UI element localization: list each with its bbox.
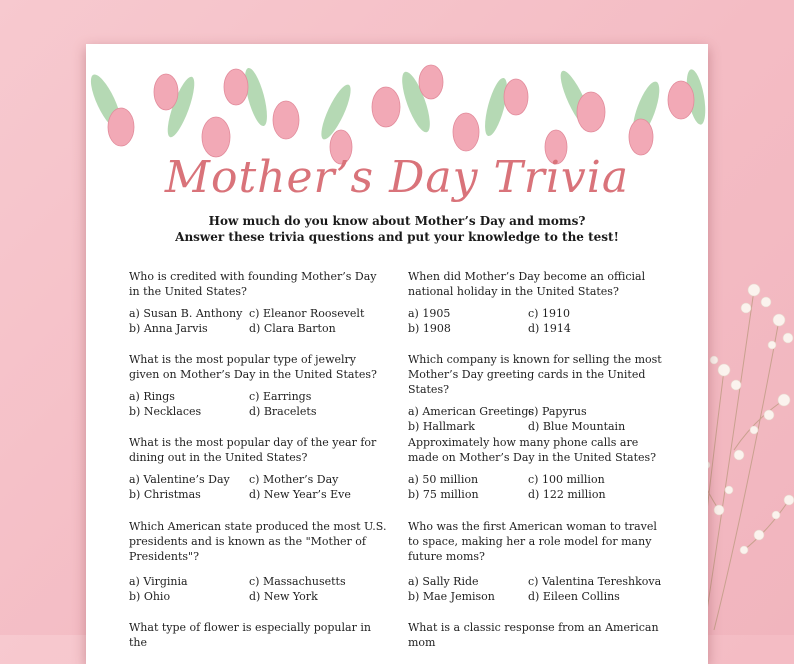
option-d: d) Clara Barton <box>249 322 336 335</box>
question-text: What is the most popular type of jewelry given on Mother’s Day in the United States? <box>129 353 377 381</box>
option-c: c) 100 million <box>528 473 605 486</box>
option-b: b) Anna Jarvis <box>129 322 208 335</box>
page-title: Mother’s Day Trivia <box>164 152 630 203</box>
option-a: a) 50 million <box>408 473 479 486</box>
option-a: a) Valentine’s Day <box>129 473 230 486</box>
option-b: b) Christmas <box>129 488 201 501</box>
question-7 <box>129 519 387 604</box>
question-text: What is the most popular day of the year for dining out in the United States? <box>129 436 377 464</box>
option-a: a) Rings <box>129 390 175 403</box>
question-text: Who was the first American woman to travel to space, making her a role model for many future moms? <box>408 520 657 563</box>
question-text: When did Mother’s Day become an official national holiday in the United States? <box>408 270 646 298</box>
question-text: Which American state produced the most U.S. presidents and is known as the "Mother of Presidents"? <box>129 520 387 563</box>
option-a: a) Susan B. Anthony <box>129 307 243 320</box>
question-5 <box>129 435 387 502</box>
question-3 <box>129 352 387 419</box>
subtitle-line-1: How much do you know about Mother’s Day and moms? <box>208 214 586 228</box>
question-1 <box>129 269 387 336</box>
option-b: b) 1908 <box>408 322 451 335</box>
option-c: c) Mother’s Day <box>249 473 339 486</box>
question-10 <box>408 620 666 657</box>
option-b: b) Mae Jemison <box>408 590 495 603</box>
option-a: a) American Greetings <box>408 405 535 418</box>
question-text: What type of flower is especially popular in the <box>129 621 371 649</box>
option-c: c) 1910 <box>528 307 570 320</box>
option-c: c) Papyrus <box>528 405 587 418</box>
option-d: d) New York <box>249 590 318 603</box>
option-d: d) Bracelets <box>249 405 317 418</box>
option-d: d) New Year’s Eve <box>249 488 351 501</box>
option-a: a) 1905 <box>408 307 451 320</box>
option-c: c) Valentina Tereshkova <box>528 575 662 588</box>
option-d: d) 1914 <box>528 322 571 335</box>
option-d: d) 122 million <box>528 488 606 501</box>
question-text: What is a classic response from an American mom <box>408 621 659 649</box>
question-8 <box>408 519 666 604</box>
option-d: d) Blue Mountain <box>528 420 626 433</box>
option-b: b) Necklaces <box>129 405 202 418</box>
question-6 <box>408 435 666 502</box>
option-d: d) Eileen Collins <box>528 590 620 603</box>
option-c: c) Massachusetts <box>249 575 346 588</box>
option-b: b) Ohio <box>129 590 171 603</box>
question-text: Which company is known for selling the most Mother’s Day greeting cards in the United States? <box>408 353 662 396</box>
option-b: b) Hallmark <box>408 420 475 433</box>
question-9 <box>129 620 387 657</box>
question-text: Who is credited with founding Mother’s Day in the United States? <box>129 270 377 298</box>
question-text: Approximately how many phone calls are made on Mother’s Day in the United States? <box>408 436 657 464</box>
option-c: c) Eleanor Roosevelt <box>249 307 365 320</box>
subtitle-line-2: Answer these trivia questions and put your knowledge to the test! <box>175 230 619 244</box>
option-a: a) Virginia <box>129 575 188 588</box>
question-4 <box>408 352 666 434</box>
question-2 <box>408 269 666 336</box>
trivia-sheet <box>86 44 708 664</box>
option-a: a) Sally Ride <box>408 575 479 588</box>
option-c: c) Earrings <box>249 390 312 403</box>
option-b: b) 75 million <box>408 488 479 501</box>
